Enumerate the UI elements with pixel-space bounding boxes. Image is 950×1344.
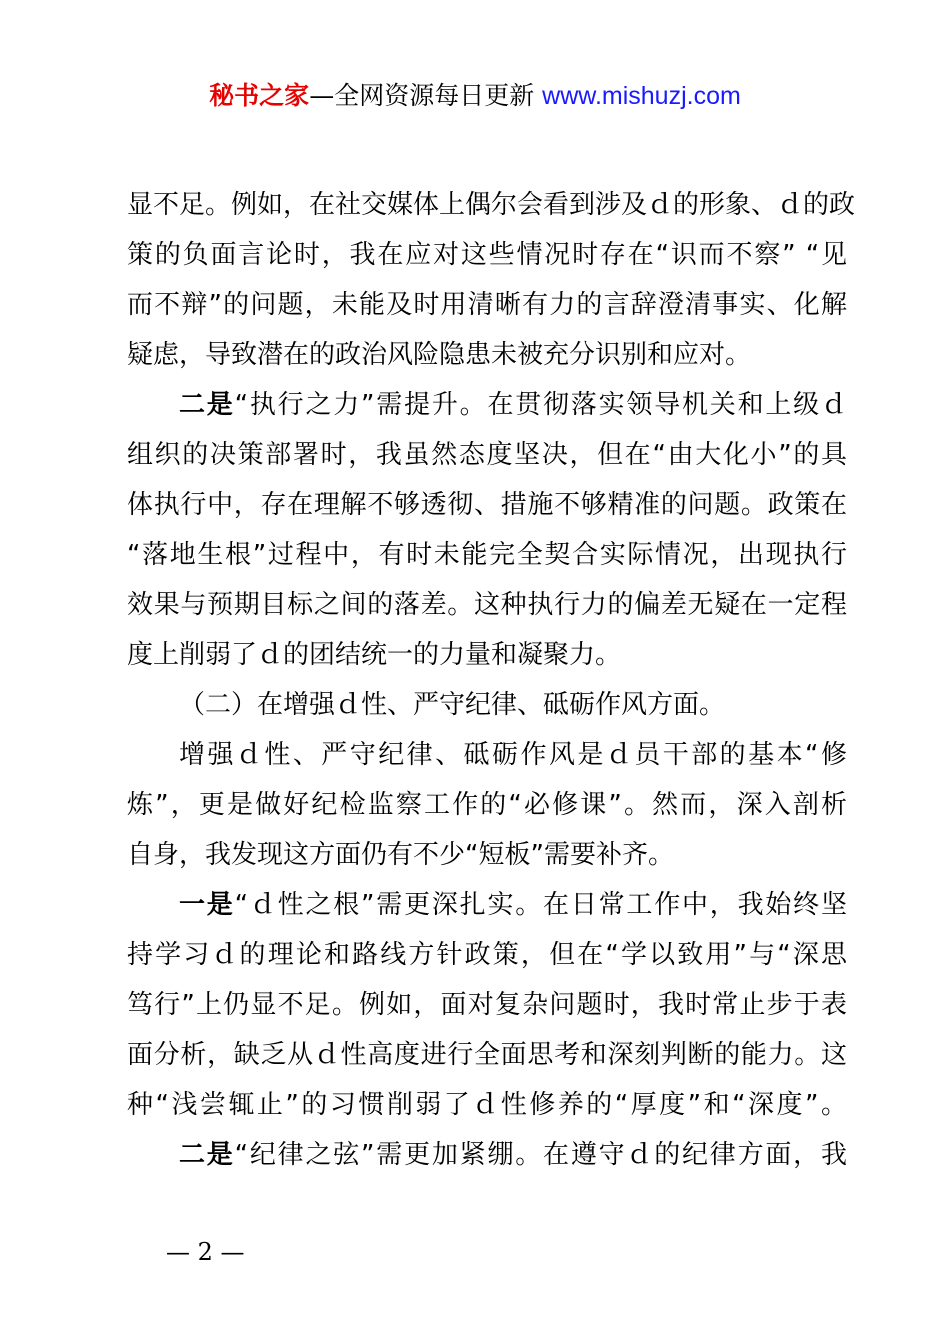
text-line: 策的负面言论时，我在应对这些情况时存在“识而不察” “见 [127, 240, 847, 270]
brand-name: 秘书之家 [209, 81, 310, 110]
text-line: 二是“纪律之弦”需更加紧绷。在遵守ｄ的纪律方面，我 [179, 1140, 847, 1170]
page-number: — 2 — [166, 1238, 245, 1266]
text-line: 效果与预期目标之间的落差。这种执行力的偏差无疑在一定程 [127, 590, 847, 620]
point-label: 一是 [179, 890, 235, 920]
point-label: 二是 [179, 390, 235, 420]
text-line: 显不足。例如，在社交媒体上偶尔会看到涉及ｄ的形象、ｄ的政 [127, 190, 856, 220]
site-url[interactable]: www.mishuzj.com [542, 82, 741, 110]
text-line: 度上削弱了ｄ的团结统一的力量和凝聚力。 [127, 640, 622, 670]
text-line: 炼”，更是做好纪检监察工作的“必修课”。然而，深入剖析 [127, 790, 847, 820]
text-line: 种“浅尝辄止”的习惯削弱了ｄ性修养的“厚度”和“深度”。 [127, 1090, 847, 1120]
text-line: 疑虑，导致潜在的政治风险隐患未被充分识别和应对。 [127, 340, 752, 370]
site-header [0, 78, 950, 114]
text-line: 二是“执行之力”需提升。在贯彻落实领导机关和上级ｄ [179, 390, 847, 420]
text-line: 面分析，缺乏从ｄ性高度进行全面思考和深刻判断的能力。这 [127, 1040, 847, 1070]
section-heading: （二）在增强ｄ性、严守纪律、砥砺作风方面。 [179, 690, 726, 720]
text-line: 一是“ｄ性之根”需更深扎实。在日常工作中，我始终坚 [179, 890, 847, 920]
document-body [127, 180, 856, 1180]
text-line: 自身，我发现这方面仍有不少“短板”需要补齐。 [127, 840, 674, 870]
text-line: “落地生根”过程中，有时未能完全契合实际情况，出现执行 [127, 540, 847, 570]
text-line: 增强ｄ性、严守纪律、砥砺作风是ｄ员干部的基本“修 [179, 740, 847, 770]
text-line: 而不辩”的问题，未能及时用清晰有力的言辞澄清事实、化解 [127, 290, 847, 320]
text-line: 持学习ｄ的理论和路线方针政策，但在“学以致用”与“深思 [127, 940, 847, 970]
text-line: 组织的决策部署时，我虽然态度坚决，但在“由大化小”的具 [127, 440, 847, 470]
text-line: 体执行中，存在理解不够透彻、措施不够精准的问题。政策在 [127, 490, 847, 520]
point-label: 二是 [179, 1140, 235, 1170]
header-slogan: —全网资源每日更新 [309, 81, 535, 110]
text-line: 笃行”上仍显不足。例如，面对复杂问题时，我时常止步于表 [127, 990, 847, 1020]
